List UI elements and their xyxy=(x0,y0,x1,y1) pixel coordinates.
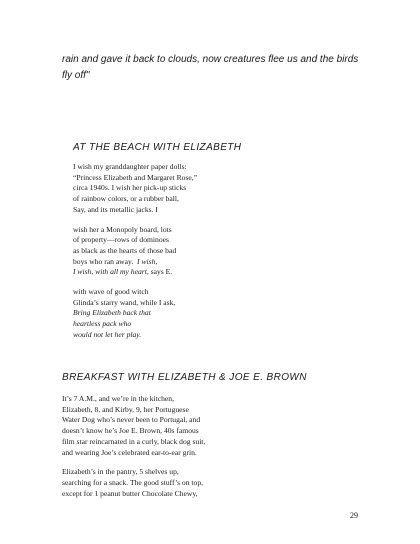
poem-line: except for 1 peanut butter Chocolate Chewy, xyxy=(62,488,198,498)
poem-line-text: says E. xyxy=(148,267,173,277)
poem-line: Bring Elizabeth back that xyxy=(73,308,151,318)
stanza xyxy=(73,287,373,341)
poem-line: Water Dog who’s never been to Portugal, and xyxy=(62,415,201,425)
poem-line: of rainbow colors, or a rubber ball, xyxy=(73,194,179,204)
poem-line: doesn’t know he’s Joe E. Brown, 40s famous xyxy=(62,426,199,436)
poem-line: “Princess Elizabeth and Margaret Rose,” xyxy=(73,172,198,182)
poem-line-italic: I wish, xyxy=(137,256,158,266)
stanza xyxy=(73,225,373,279)
poem-line: circa 1940s. I wish her pick-up sticks xyxy=(73,183,187,193)
poem-line: searching for a snack. The good stuff’s on top, xyxy=(62,477,204,487)
poem-line xyxy=(73,267,373,278)
poem-line-text: boys who ran away. xyxy=(73,256,134,266)
epigraph-line: rain and gave it back to clouds, now creatures flee us and the birds xyxy=(62,54,359,65)
poem-line: of property—rows of dominoes xyxy=(73,235,169,245)
poem-line: film star reincarnated in a curly, black dog suit, xyxy=(62,436,206,446)
poem-line: would not let her play. xyxy=(73,329,142,339)
poem-line: Elizabeth, 8, and Kirby, 9, her Portuguese xyxy=(62,404,189,414)
stanza xyxy=(73,162,373,216)
page-number: 29 xyxy=(350,511,358,520)
poem-body xyxy=(62,394,362,508)
poem-title: AT THE BEACH WITH ELIZABETH xyxy=(73,142,242,153)
epigraph-line: fly off" xyxy=(62,69,90,81)
poem-title: BREAKFAST WITH ELIZABETH & JOE E. BROWN xyxy=(62,372,307,383)
poem-line xyxy=(73,257,373,268)
poem-line: It’s 7 A.M., and we’re in the kitchen, xyxy=(62,394,174,403)
poem-line: Elizabeth’s in the pantry, 5 shelves up, xyxy=(62,467,179,477)
poem-line: wish her a Monopoly board, lots xyxy=(73,224,172,234)
poem-line: Glinda’s starry wand, while I ask, xyxy=(73,297,176,307)
stanza xyxy=(62,467,362,499)
poem-line: I wish my granddaughter paper dolls: xyxy=(73,162,187,171)
stanza xyxy=(62,394,362,458)
poem-line: and wearing Joe’s celebrated ear-to-ear grin. xyxy=(62,447,197,457)
poem-body xyxy=(73,162,373,350)
poem-line: heartless pack who xyxy=(73,319,132,329)
poem-line: as black as the hearts of those bad xyxy=(73,245,177,255)
poem-line: Say, and its metallic jacks. I xyxy=(73,204,158,214)
epigraph xyxy=(62,52,392,83)
poem-line: with wave of good witch xyxy=(73,287,149,297)
poem-line-italic: I wish, with all my heart, xyxy=(73,267,149,277)
